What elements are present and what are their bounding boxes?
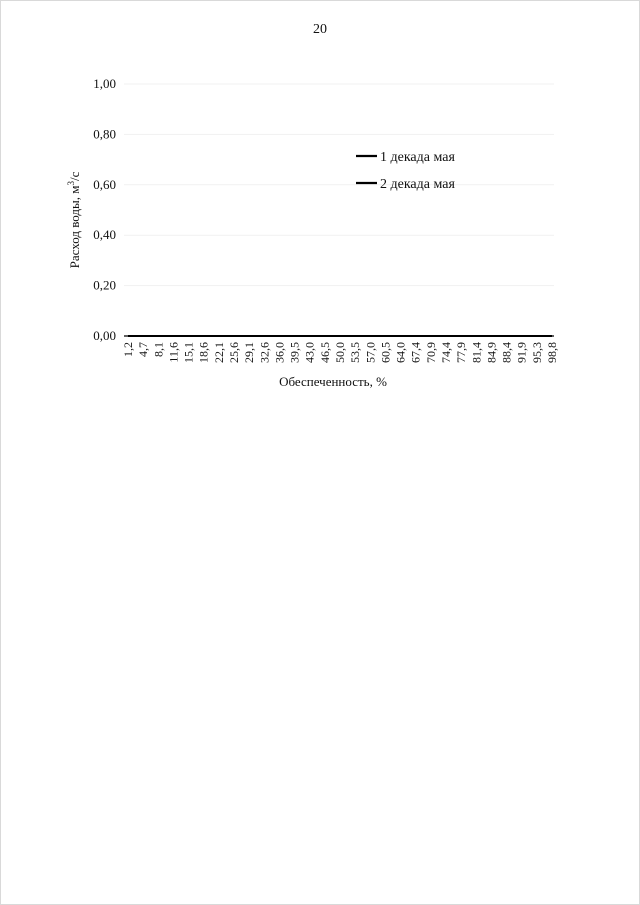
x-tick-label: 39,5 (287, 342, 302, 363)
x-tick-label: 29,1 (242, 342, 257, 363)
x-tick-label: 98,8 (545, 342, 559, 363)
y-tick-label: 0,80 (93, 126, 116, 142)
x-tick-label: 57,0 (363, 342, 378, 363)
x-tick-label: 36,0 (272, 342, 287, 363)
x-tick-label: 11,6 (166, 342, 181, 363)
x-tick-label: 46,5 (317, 342, 332, 363)
x-tick-label: 8,1 (151, 342, 166, 357)
x-tick-label: 91,9 (514, 342, 529, 363)
x-tick-label: 95,3 (529, 342, 544, 363)
x-tick-label: 53,5 (348, 342, 363, 363)
y-tick-label: 0,20 (93, 277, 116, 293)
x-tick-label: 15,1 (181, 342, 196, 363)
x-tick-label: 22,1 (211, 342, 226, 363)
y-tick-label: 0,00 (93, 328, 116, 343)
y-tick-label: 1,00 (93, 76, 116, 91)
page-number: 20 (313, 22, 327, 37)
x-tick-label: 67,4 (408, 342, 423, 363)
legend (356, 150, 455, 192)
x-tick-label: 4,7 (136, 342, 151, 357)
x-tick-label: 70,9 (423, 342, 438, 363)
gridlines (124, 84, 554, 286)
x-tick-label: 25,6 (227, 342, 241, 363)
y-axis-title-sup: 3 (66, 181, 76, 186)
x-tick-label: 43,0 (302, 342, 317, 363)
x-tick-label: 88,4 (499, 342, 514, 363)
x-tick-label: 32,6 (257, 342, 272, 363)
y-axis-ticks (93, 76, 116, 343)
x-tick-label: 77,9 (454, 342, 469, 363)
y-tick-label: 0,40 (93, 227, 116, 243)
x-tick-label: 64,0 (393, 342, 408, 363)
y-axis-title (66, 171, 82, 268)
y-axis-title-main: Расход воды, м (67, 185, 82, 269)
x-axis-title: Обеспеченность, % (279, 374, 387, 389)
x-tick-label: 1,2 (121, 342, 135, 357)
y-axis-title-tail: /с (67, 171, 82, 182)
legend-label: 1 декада мая (380, 150, 455, 165)
legend-label: 2 декада мая (380, 177, 455, 192)
x-tick-label: 74,4 (439, 342, 453, 363)
x-tick-label: 50,0 (333, 342, 347, 363)
x-tick-label: 60,5 (378, 342, 393, 363)
x-tick-label: 18,6 (196, 342, 211, 363)
x-tick-label: 84,9 (484, 342, 499, 363)
y-tick-label: 0,60 (93, 176, 116, 192)
x-tick-label: 81,4 (469, 342, 484, 363)
x-axis-ticks (121, 342, 559, 363)
